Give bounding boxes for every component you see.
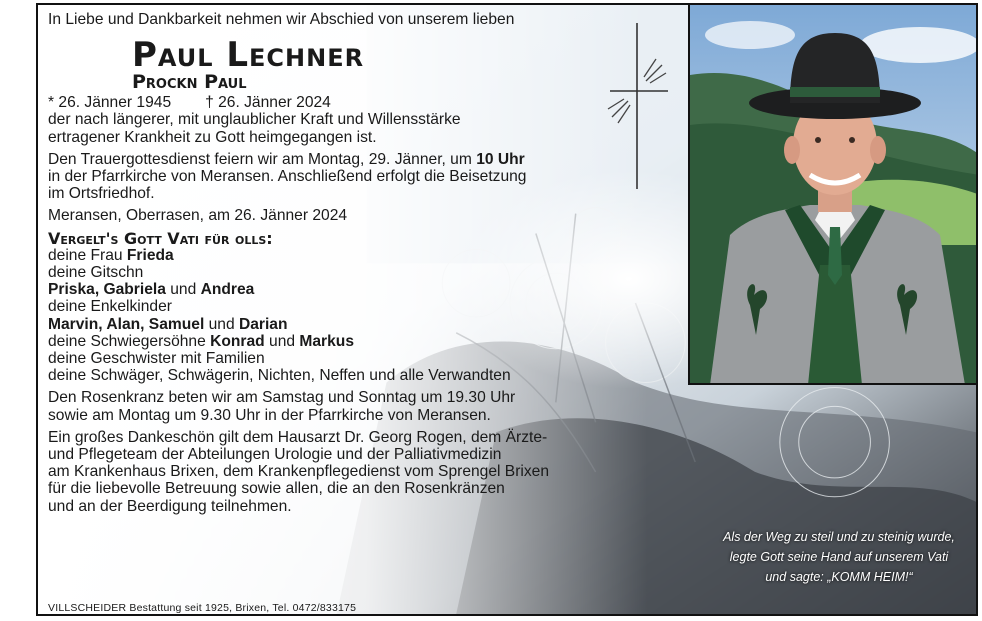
deceased-nickname: Prockn Paul bbox=[132, 71, 247, 94]
family-line: deine Frau Frieda bbox=[48, 246, 174, 264]
service-line: Den Trauergottesdienst feiern wir am Montag, 29. Jänner, um 10 Uhr bbox=[48, 150, 525, 168]
intro-text: In Liebe und Dankbarkeit nehmen wir Abschied von unserem lieben bbox=[48, 11, 515, 28]
death-date: † 26. Jänner 2024 bbox=[205, 94, 331, 112]
gratitude-line: und Pflegeteam der Abteilungen Urologie und der Palliativmedizin bbox=[48, 446, 502, 464]
gratitude-line: und an der Beerdigung teilnehmen. bbox=[48, 497, 292, 515]
gratitude-line: am Krankenhaus Brixen, dem Krankenpflegedienst vom Sprengel Brixen bbox=[48, 463, 550, 481]
obituary-text bbox=[48, 11, 688, 515]
quote-line: und sagte: „KOMM HEIM!“ bbox=[765, 570, 913, 584]
family-line: deine Enkelkinder bbox=[48, 298, 172, 316]
thanks-heading: Vergelt's Gott Vati für olls: bbox=[48, 228, 273, 248]
family-line: deine Gitschn bbox=[48, 264, 144, 282]
undertaker-footer: VILLSCHEIDER Bestattung seit 1925, Brixen, Tel. 0472/833175 bbox=[48, 602, 357, 614]
service-line: in der Pfarrkirche von Meransen. Anschließend erfolgt die Beisetzung bbox=[48, 168, 527, 186]
body-line: ertragener Krankheit zu Gott heimgegangen ist. bbox=[48, 128, 377, 146]
place-date: Meransen, Oberrasen, am 26. Jänner 2024 bbox=[48, 207, 348, 225]
birth-date: * 26. Jänner 1945 bbox=[48, 94, 172, 112]
obituary-card bbox=[36, 3, 978, 616]
family-line: Marvin, Alan, Samuel und Darian bbox=[48, 315, 288, 333]
body-line: der nach längerer, mit unglaublicher Kraft und Willensstärke bbox=[48, 111, 461, 129]
gratitude-line: Ein großes Dankeschön gilt dem Hausarzt Dr. Georg Rogen, dem Ärzte- bbox=[48, 428, 548, 446]
rosary-line: sowie am Montag um 9.30 Uhr in der Pfarrkirche von Meransen. bbox=[48, 406, 491, 424]
quote-line: legte Gott seine Hand auf unserem Vati bbox=[729, 550, 949, 564]
family-line: Priska, Gabriela und Andrea bbox=[48, 281, 255, 299]
gratitude-line: für die liebevolle Betreuung sowie allen, die an den Rosenkränzen bbox=[48, 480, 505, 498]
deceased-name: Paul Lechner bbox=[132, 35, 365, 76]
service-line: im Ortsfriedhof. bbox=[48, 185, 155, 203]
portrait-illustration bbox=[690, 5, 978, 385]
rosary-line: Den Rosenkranz beten wir am Samstag und Sonntag um 19.30 Uhr bbox=[48, 389, 516, 407]
quote-line: Als der Weg zu steil und zu steinig wurde, bbox=[723, 530, 955, 544]
family-line: deine Geschwister mit Familien bbox=[48, 350, 265, 368]
life-dates bbox=[48, 94, 688, 111]
family-line: deine Schwiegersöhne Konrad und Markus bbox=[48, 332, 354, 350]
service-time: 10 Uhr bbox=[476, 150, 525, 168]
family-line: deine Schwäger, Schwägerin, Nichten, Neffen und alle Verwandten bbox=[48, 367, 511, 385]
quote-block bbox=[714, 527, 964, 587]
portrait-photo bbox=[688, 5, 978, 385]
